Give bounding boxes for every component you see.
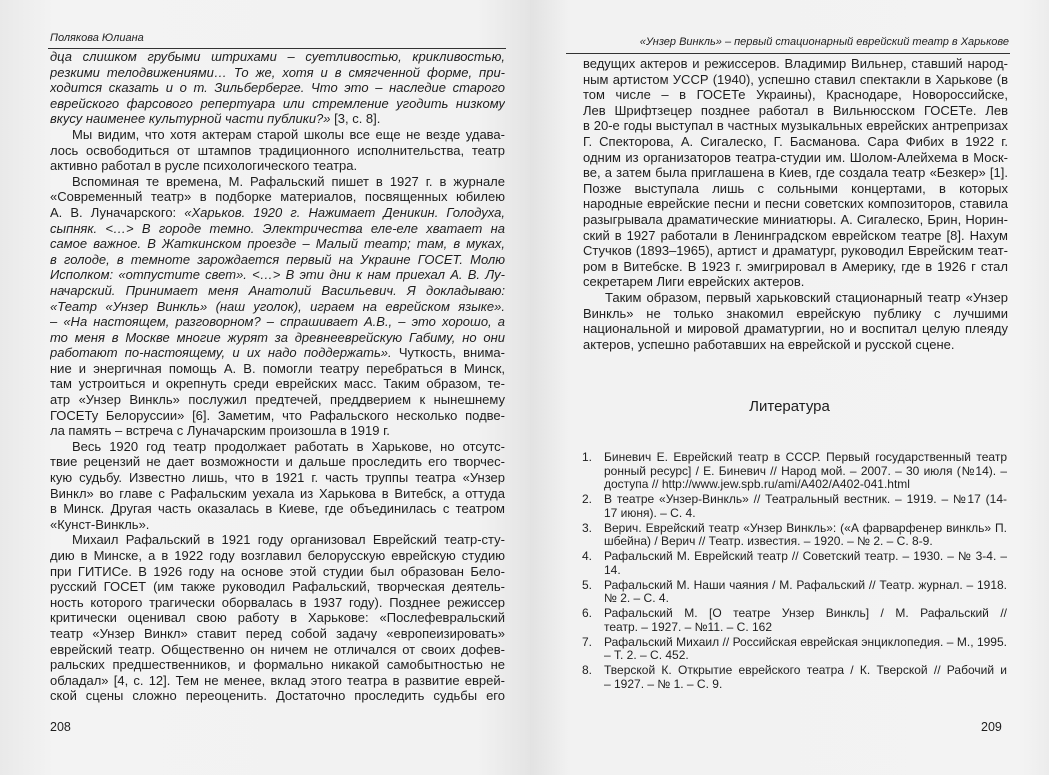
italic-quote-text: то меня в Москве многие журят за древнееврейскую Габиму, но они (50, 329, 505, 345)
italic-quote-text: начарский. Принимает меня Анатолий Васильевич. Я докладываю: (50, 282, 505, 298)
text-segment: в Минск. Другая часть оказалась в Киеве, где объединилась с театром (50, 501, 505, 517)
text-segment: ведущих актеров и режиссеров. Владимир Вильнер, ставший народ- (583, 56, 1008, 71)
text-line (583, 337, 1008, 353)
page-number: 208 (50, 720, 71, 734)
text-segment: кую судьбу. Известно лишь, что в 1921 г. часть труппы театра «Унзер (50, 470, 505, 486)
text-line (50, 657, 505, 673)
text-line (583, 118, 1008, 134)
text-line (50, 392, 505, 408)
text-line (50, 80, 505, 96)
text-segment: разыгрывала драматические миниатюры. А. Сигалеско, Брин, Норин- (583, 211, 1008, 227)
reference-number: 2. (582, 492, 593, 506)
text-line (50, 595, 505, 611)
text-segment: атр «Унзер Винкль» послужил предтечей, преддверием к нынешнему (50, 392, 505, 408)
text-line (50, 314, 505, 330)
text-segment: дию в Минске, а в 1922 году возглавил белорусскую еврейскую студию (50, 548, 505, 563)
text-line (583, 103, 1008, 119)
italic-quote-text: Исполком: «отпустите свет». <…> В эти дни к нам приехал А. В. Лу- (50, 267, 505, 283)
italic-quote-text: вкусу наименее культурной части публики?» (50, 111, 331, 127)
text-segment: ский в 1927 работали в Ленинградском еврейском театре [8]. Нахум (583, 227, 1008, 243)
text-segment: обладал» [4, с. 12]. Тем не менее, вклад этого театра в развитие еврей- (50, 672, 505, 688)
reference-text-line: – Т. 2. – С. 452. (604, 649, 689, 662)
text-segment: Таким образом, первый харьковский стационарный театр «Унзер (605, 289, 1008, 305)
text-segment: ром в Витебске. В 1923 г. эмигрировал в Америку, где в 1926 г стал (583, 258, 1008, 274)
italic-quote-text: резкими телодвижениями… То же, хотя и в смягченной форме, при- (50, 64, 505, 80)
text-segment: при ГИТИСе. В 1926 году на основе этой студии был образован Бело- (50, 563, 505, 579)
reference-text-line: В театре «Унзер-Винкль» // Театральный вестник. – 1919. – №17 (14- (604, 493, 1007, 506)
italic-quote-text: в голоде, в темноте зарождается первый на Украине ГОСЕТ. Молю (50, 251, 505, 267)
reference-text-line: доступа // http://www.jew.spb.ru/ami/A402/A402-041.html (604, 478, 910, 491)
text-line (50, 532, 505, 548)
text-line (583, 150, 1008, 166)
reference-item (582, 636, 1007, 663)
text-line (50, 158, 505, 174)
text-line (50, 439, 505, 455)
reference-text-line: ронный ресурс] / Е. Биневич // Народ мой. – 2007. – 30 июля (№14). – (604, 464, 1007, 478)
text-line (50, 548, 505, 564)
text-line (583, 196, 1008, 212)
reference-item (582, 579, 1007, 606)
text-segment: театр «Унзер Винкл» ставит перед собой задачу «европеизировать» (50, 625, 505, 641)
text-line (50, 688, 505, 704)
text-segment: ской сцены сложно переоценить. Достаточно проследить судьбы его (50, 688, 505, 704)
italic-quote-text: работают по-настоящему, и их надо поддержать». (50, 345, 392, 361)
text-line (50, 361, 505, 377)
text-line (50, 423, 505, 439)
italic-quote-text: – «На настоящем, разговорном? – спрашивает А.В., – это хорошо, а (50, 314, 505, 330)
text-line (50, 143, 505, 159)
text-line (50, 626, 505, 642)
text-segment: ным артистом УССР (1940), успешно ставил спектакли в Харькове (в (583, 71, 1008, 87)
text-line (50, 501, 505, 517)
text-line (583, 134, 1008, 150)
text-segment: ГОСЕТу Белоруссии» [6]. Заметим, что Рафальского несколько подве- (50, 407, 505, 423)
italic-quote-text: ходится сказать и о т. Зильберберге. Что это – наследие старого (50, 80, 505, 96)
text-segment: Мы видим, что хотя актерам старой школы все еще не везде удава- (72, 126, 505, 142)
text-segment: А. В. Луначарского: (50, 204, 185, 220)
reference-text-line: Рафальский М. Наши чаяния / М. Рафальский // Театр. журнал. – 1918. (604, 578, 1007, 592)
text-line (50, 564, 505, 580)
text-segment: Стучков (1893–1965), артист и драматург, руководил Еврейским теат- (583, 243, 1008, 259)
reference-number: 7. (582, 634, 593, 649)
text-segment: ла память – встреча с Луначарским произошла в 1919 г. (50, 423, 390, 439)
text-line (583, 56, 1008, 72)
reference-text-line: 17 июня). – С. 4. (604, 506, 696, 520)
reference-item (582, 550, 1007, 577)
text-line (50, 376, 505, 392)
reference-item (582, 607, 1007, 634)
italic-quote-text: сыпняк. <…> В городе темно. Электричества еле-еле хватает на (50, 220, 505, 236)
reference-text-line: шбейна) / Верич // Театр. известия. – 1920. – № 2. – С. 8-9. (604, 535, 933, 548)
reference-text-line: театр. – 1927. – №11. – С. 162 (604, 620, 773, 634)
text-line (50, 299, 505, 315)
text-line (50, 454, 505, 470)
reference-item (582, 522, 1007, 549)
text-line (50, 96, 505, 112)
text-line (50, 408, 505, 424)
text-segment: там устроиться и окрепнуть среди еврейских масс. Таким образом, те- (50, 376, 505, 392)
text-line (50, 65, 505, 81)
text-line (50, 486, 505, 502)
reference-number: 8. (582, 663, 593, 677)
text-segment: лось освободиться от штампов традиционного исполнительства, театр (50, 142, 505, 158)
text-line (50, 579, 505, 595)
reference-number: 4. (582, 549, 593, 563)
text-line (583, 259, 1008, 275)
text-segment: Чуткость, внима- (391, 345, 505, 361)
text-segment: «Современный театр» в подборке материалов, посвященных юбилею (50, 189, 505, 205)
running-head-author: Полякова Юлиана (50, 32, 144, 44)
text-segment: народные еврейские песни и песни советских композиторов, ставила (583, 196, 1008, 212)
text-line (583, 243, 1008, 259)
text-segment: Винкль» не только знакомил еврейскую публику с лучшими (583, 305, 1008, 321)
text-line (50, 221, 505, 237)
text-line (50, 470, 505, 486)
text-line (50, 642, 505, 658)
text-line (583, 87, 1008, 103)
text-line (50, 517, 505, 533)
text-segment: ность которого трагически оборвалась в 1937 году). Позднее режиссер (50, 594, 505, 610)
reference-text-line: № 2. – С. 4. (604, 592, 669, 605)
text-segment: твие рецензий не дает возможности и дальше проследить его творчес- (50, 454, 505, 470)
text-segment: ние и энергичная помощь А. В. помогли театру перебраться в Минск, (50, 360, 505, 376)
text-line (50, 283, 505, 299)
text-line (50, 345, 505, 361)
body-text (583, 56, 1008, 352)
text-segment: том числе – в ГОСЕТе Украины), Краснодаре, Новороссийске, (583, 87, 1008, 103)
header-rule (566, 53, 1010, 54)
text-segment: в 20-е годы выступал в частных музыкальных еврейских антрепризах (583, 118, 1008, 134)
reference-number: 1. (582, 450, 593, 464)
running-head-title: «Унзер Винкль» – первый стационарный еврейский театр в Харькове (639, 36, 1009, 48)
text-line (583, 306, 1008, 322)
references-list (582, 451, 1007, 693)
text-segment: Винкл» во главе с Рафальским уехала из Харькова в Витебск, а оттуда (50, 485, 505, 501)
page-number: 209 (981, 720, 1002, 734)
text-line (583, 228, 1008, 244)
text-segment: критически оценивал свою работу в Харькове: «Послефевральский (50, 610, 505, 626)
text-segment: ральских предшественников, и формально никакой самобытностью не (50, 657, 505, 673)
italic-quote-text: дца слишком грубыми штрихами – суетливостью, крикливостью, (50, 49, 505, 64)
text-line (583, 274, 1008, 290)
reference-item (582, 493, 1007, 520)
reference-item (582, 664, 1007, 691)
text-line (583, 321, 1008, 337)
text-line (583, 181, 1008, 197)
text-line (50, 174, 505, 190)
text-segment: одним из организаторов театра-студии им. Шолом-Алейхема в Моск- (583, 149, 1008, 165)
text-segment: активно работал в русле психологического театра. (50, 158, 358, 174)
text-line (50, 236, 505, 252)
text-segment: Лев Шрифтзецер позднее работал в Вильнюсском ГОСЕТе. Лев (583, 102, 1008, 118)
text-line (50, 267, 505, 283)
text-line (50, 111, 505, 127)
text-segment: ве, а затем была приглашена в Киев, где создала театр «Безкер» [1]. (583, 165, 1008, 181)
reference-text-line: Тверской К. Открытие еврейского театра / К. Тверской // Рабочий и (604, 664, 1007, 677)
text-segment: Г. Спекторова, А. Сигалеско, Г. Басманова. Сара Фибих в 1922 г. (583, 133, 1008, 149)
italic-quote-text: «Харьков. 1920 г. Нажимает Деникин. Голодуха, (184, 204, 505, 220)
text-segment: еврейский театр. Общественно он ничем не отличался от своих дофев- (50, 641, 505, 657)
reference-text-line: Рафальский М. [О театре Унзер Винкль] / М. Рафальский // (604, 607, 1007, 620)
body-text (50, 49, 505, 704)
text-line (583, 165, 1008, 181)
text-segment: Весь 1920 год театр продолжает работать в Харькове, но отсутс- (72, 438, 505, 454)
text-segment: «Кунст-Винкль». (50, 516, 150, 532)
text-segment: [3, с. 8]. (330, 111, 381, 127)
text-segment: русский ГОСЕТ (им также руководил Рафальский, творческая деятель- (50, 579, 505, 595)
text-line (50, 189, 505, 205)
reference-number: 3. (582, 520, 593, 535)
reference-text-line: Рафальский Михаил // Российская еврейская энциклопедия. – М., 1995. (604, 635, 1007, 649)
text-line (50, 610, 505, 626)
reference-text-line: – 1927. – № 1. – С. 9. (604, 677, 723, 691)
text-line (583, 212, 1008, 228)
reference-item (582, 451, 1007, 492)
references-heading: Литература (749, 398, 830, 415)
reference-text-line: Рафальский М. Еврейский театр // Советский театр. – 1930. – № 3-4. – (604, 550, 1007, 563)
text-line (583, 72, 1008, 88)
text-line (50, 127, 505, 143)
text-line (583, 290, 1008, 306)
reference-text-line: Биневич Е. Еврейский театр в СССР. Первый государственный театр (604, 451, 1007, 464)
text-segment: Вспоминая те времена, М. Рафальский пишет в 1927 г. в журнале (72, 173, 505, 189)
reference-number: 5. (582, 577, 593, 592)
text-segment: актеров, успешно работавших на еврейской и русской сцене. (583, 336, 955, 352)
text-line (50, 49, 505, 65)
text-segment: секретарем Лиги еврейских актеров. (583, 274, 805, 290)
text-line (50, 252, 505, 268)
reference-text-line: 14. (604, 563, 621, 577)
text-segment: национальной и мировой драматургии, но и воспитал целую плеяду (583, 321, 1008, 337)
italic-quote-text: самое важное. В Жаткинском проезде – Малый театр; там, в муках, (50, 236, 505, 252)
reference-number: 6. (582, 606, 593, 620)
reference-text-line: Верич. Еврейский театр «Унзер Винкль»: («А фарварфенер винкль» П. (604, 521, 1007, 535)
text-line (50, 673, 505, 689)
italic-quote-text: еврейского фарсового репертуара или стремление угодить низкому (50, 95, 505, 111)
right-page (530, 0, 1049, 775)
text-line (50, 205, 505, 221)
italic-quote-text: «Театр «Унзер Винкль» (наш уголок), играем на еврейском языке». (50, 298, 505, 314)
text-segment: Позже выступала лишь с сольными концертами, в которых (583, 180, 1008, 196)
text-segment: Михаил Рафальский в 1921 году организовал Еврейский театр-сту- (72, 532, 505, 548)
text-line (50, 330, 505, 346)
